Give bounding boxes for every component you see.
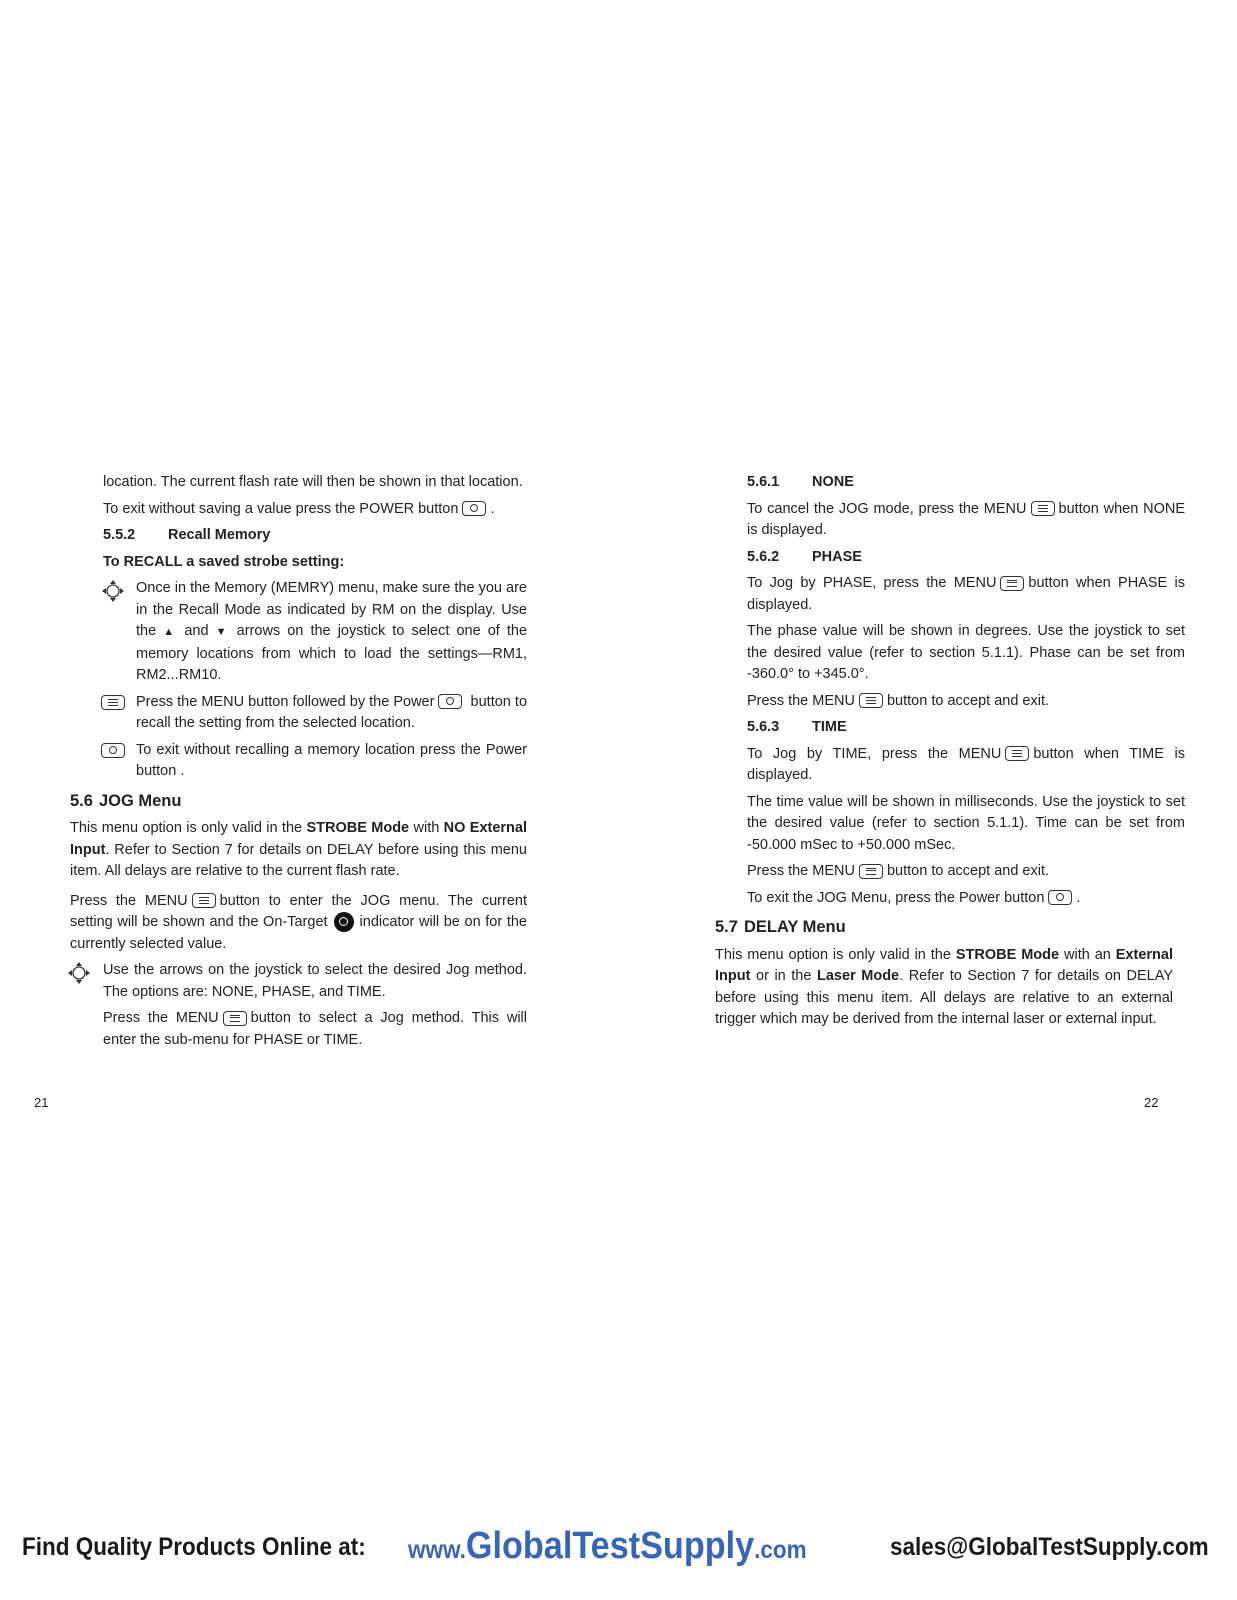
paragraph-jog-intro: This menu option is only valid in the STROBE Mode with NO External Input. Refer to Section 7 for details on DELAY before using this menu item. All delays are relative to the current flash rate. [70,820,528,879]
recall-heading: To RECALL a saved strobe setting: [103,553,345,570]
subsection-5-6-2-heading: 5.6.2 PHASE [747,548,862,565]
power-button-icon [101,743,125,758]
paragraph-phase-value: The phase value will be shown in degrees. Use the joystick to set the desired value (refer to section 5.1.1). Phase can be set from -360.0° to +345.0°. [747,623,1185,682]
paragraph-time-accept: Press the MENU button to accept and exit. [747,863,1050,879]
section-5-6-heading: 5.6 JOG Menu [70,791,182,810]
paragraph-none: To cancel the JOG mode, press the MENU button when NONE is displayed. [747,500,1185,538]
jog-step-joystick: Use the arrows on the joystick to select the desired Jog method. The options are: NONE, PHASE, and TIME. [70,960,527,1003]
left-page-column [70,472,527,1056]
menu-button-icon [192,893,216,908]
paragraph-location: location. The current flash rate will then be shown in that location. [103,474,523,490]
footer-email-link[interactable]: sales@GlobalTestSupply.com [890,1533,1209,1561]
menu-button-icon [1031,501,1055,516]
joystick-icon [101,579,125,611]
power-button-icon [438,694,462,709]
footer-website-link[interactable]: www.GlobalTestSupply.com [408,1525,807,1567]
joystick-icon [67,961,91,993]
power-button-icon [1048,890,1072,905]
paragraph-time-value: The time value will be shown in milliseconds. Use the joystick to set the desired value (refer to section 5.1.1). Time can be set from -50.000 mSec to +50.000 mSec. [747,793,1185,853]
footer-banner [0,1525,1237,1565]
menu-button-icon [1005,746,1029,761]
subsection-5-6-3-heading: 5.6.3 TIME [747,719,847,735]
menu-button-icon [101,695,125,710]
up-arrow-icon: ▲ [163,626,178,638]
paragraph-time-jog: To Jog by TIME, press the MENU button when TIME is displayed. [747,745,1185,783]
recall-step-power: To exit without recalling a memory location press the Power button . [70,740,527,783]
section-5-7-heading: 5.7 DELAY Menu [715,918,846,936]
power-button-icon [462,501,486,516]
paragraph-jog-select: Press the MENU button to select a Jog method. This will enter the sub-menu for PHASE or TIME. [103,1010,527,1048]
on-target-indicator-icon [334,912,354,932]
page-number-right: 22 [1144,1095,1159,1110]
footer-find-text: Find Quality Products Online at: [22,1533,366,1561]
down-arrow-icon: ▼ [215,626,230,638]
paragraph-jog-enter: Press the MENU button to enter the JOG menu. The current setting will be shown and the On-Target indicator will be on for the currently selected value. [70,892,527,952]
page-number-left: 21 [34,1095,49,1110]
menu-button-icon [859,864,883,879]
subsection-5-6-1-heading: 5.6.1 NONE [747,474,854,490]
recall-step-joystick: Once in the Memory (MEMRY) menu, make sure the you are in the Recall Mode as indicated by RM on the display. Use the ▲ and ▼ arrows on the joystick to select one of the memory locations from which to load the settings—RM1, RM2...RM10. [70,578,527,687]
paragraph-phase-accept: Press the MENU button to accept and exit. [747,692,1050,709]
subsection-5-5-2-heading: 5.5.2 Recall Memory [103,527,271,543]
paragraph-phase-jog: To Jog by PHASE, press the MENU button when PHASE is displayed. [747,575,1185,613]
menu-button-icon [859,693,883,708]
menu-button-icon [1000,576,1024,591]
recall-step-menu: Press the MENU button followed by the Power button to recall the setting from the selected location. [70,692,527,735]
paragraph-delay-intro: This menu option is only valid in the STROBE Mode with an External Input or in the Laser Mode. Refer to Section 7 for details on DELAY before using this menu item. All delays are relative to an external trigger which may be derived from the internal laser or external input. [715,946,1173,1027]
right-page-column [715,472,1185,1036]
paragraph-jog-exit: To exit the JOG Menu, press the Power button . [747,889,1081,906]
menu-button-icon [223,1011,247,1026]
paragraph-exit-without-saving: To exit without saving a value press the POWER button . [103,500,495,517]
